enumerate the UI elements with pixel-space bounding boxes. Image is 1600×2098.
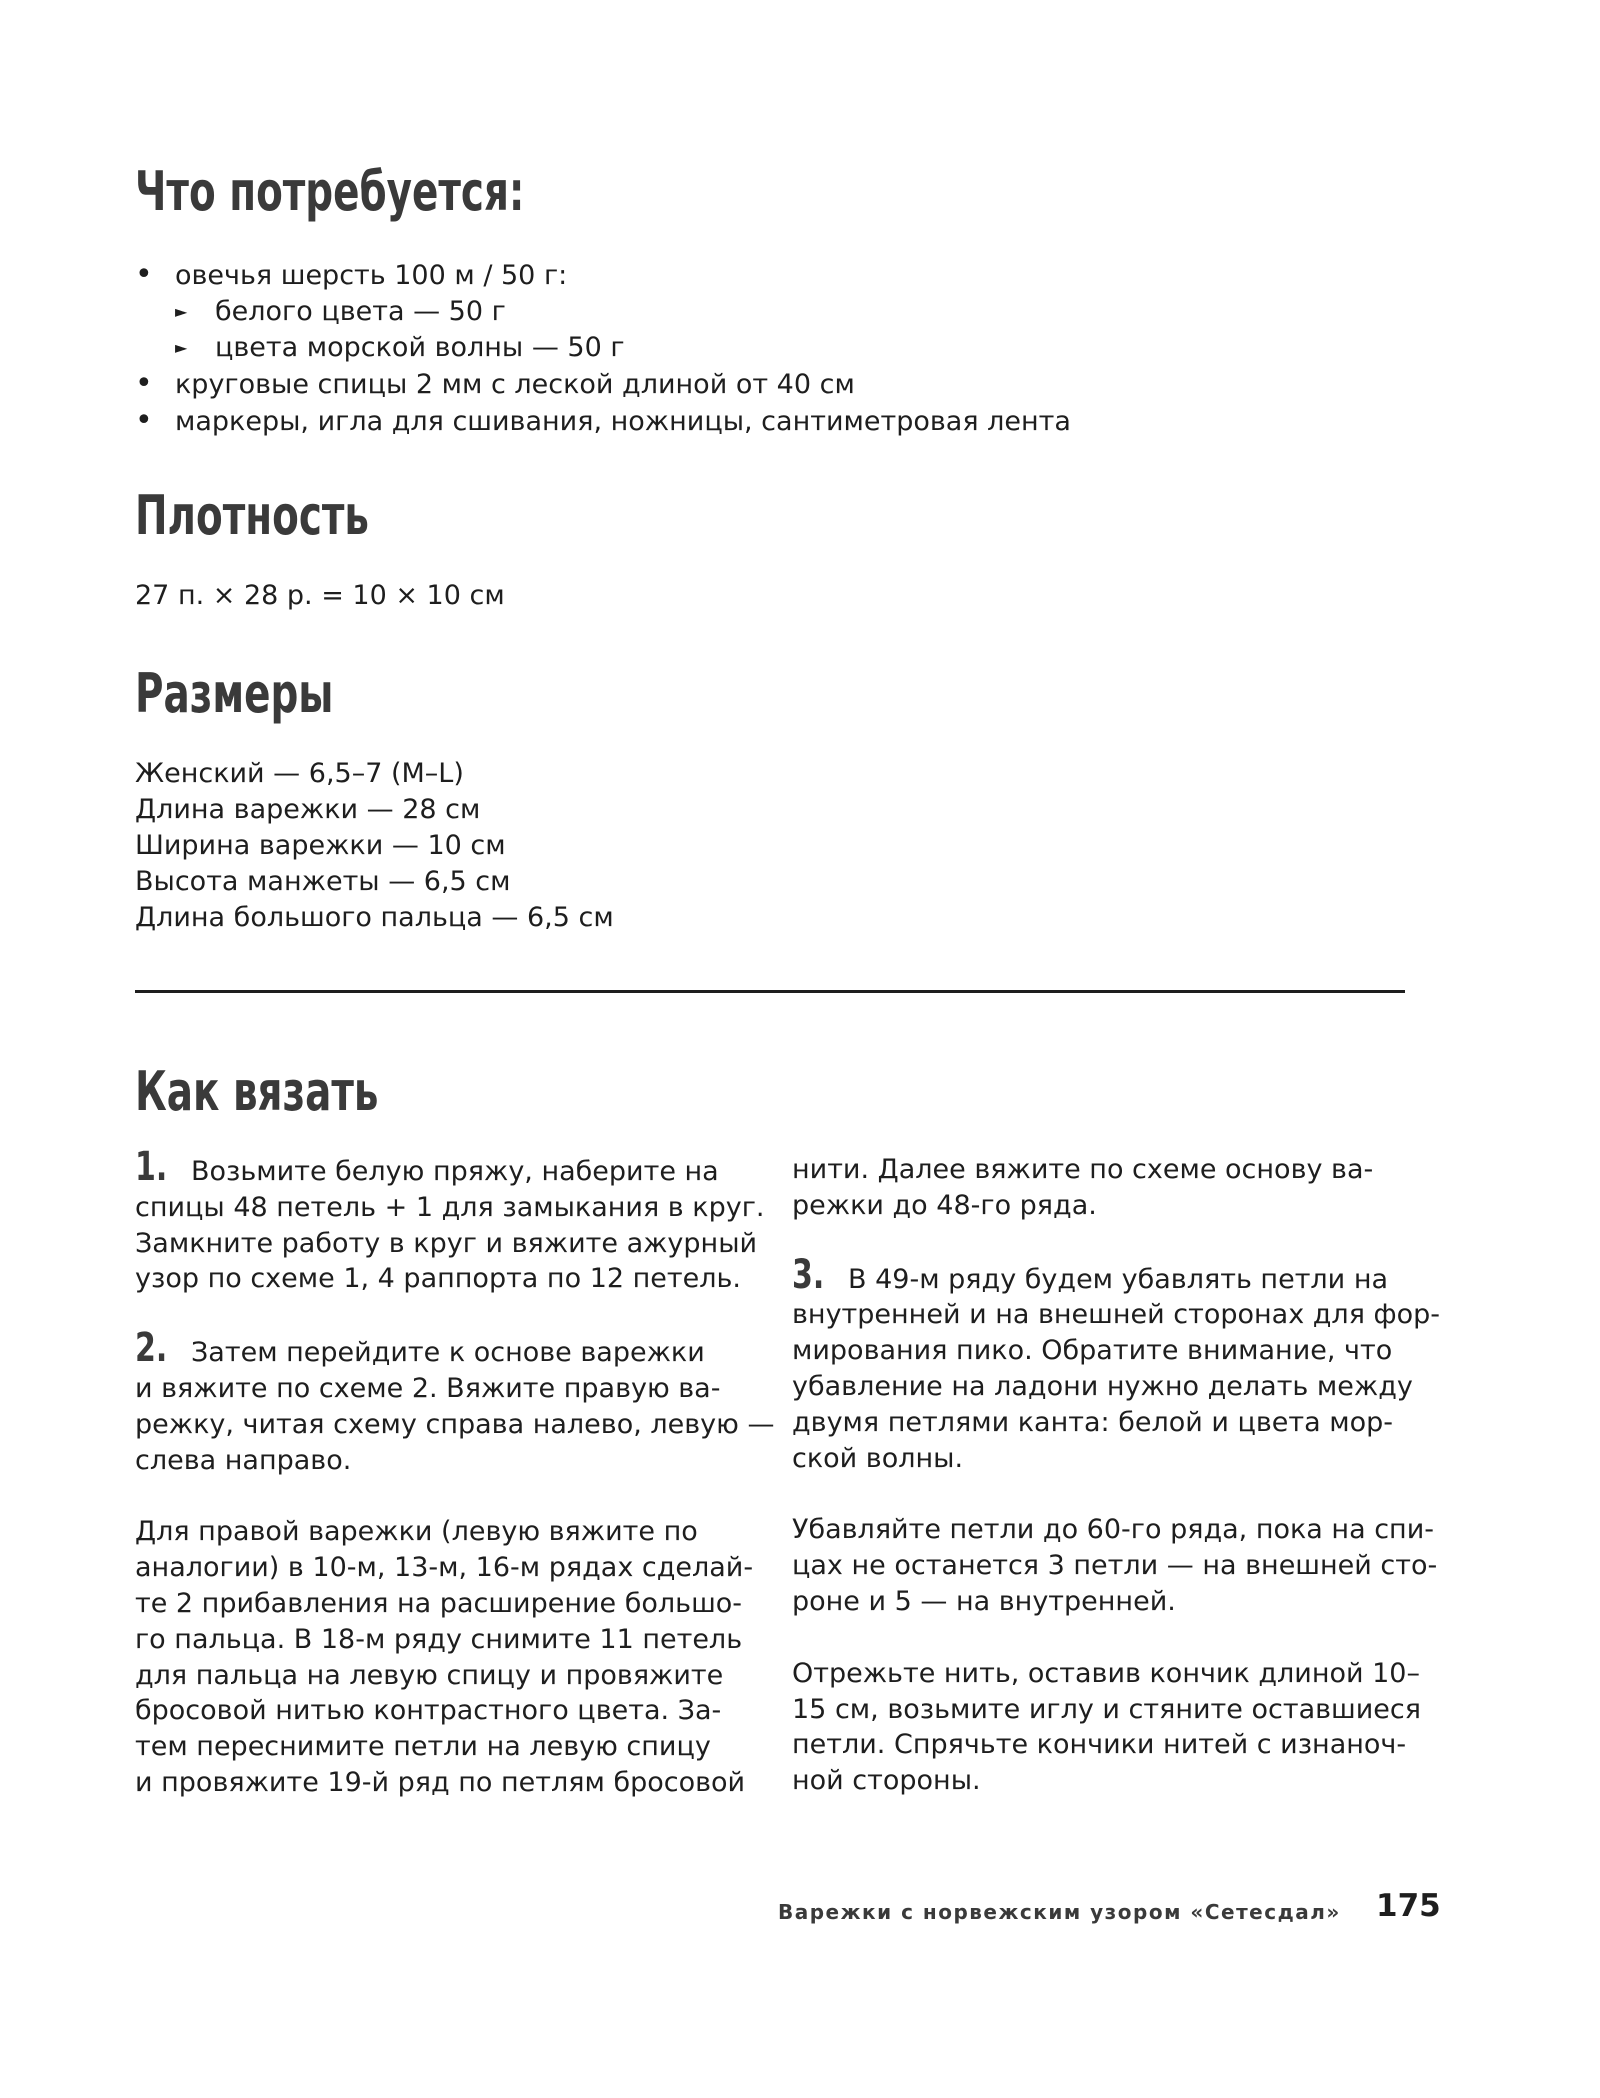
size-line: Длина большого пальца — 6,5 см (135, 902, 614, 933)
materials-list (135, 257, 1071, 440)
sub-list-item: ► цвета морской волны — 50 г (135, 330, 1071, 366)
list-item: • маркеры, игла для сшивания, ножницы, сантиметровая лента (135, 403, 1071, 438)
size-line: Женский — 6,5–7 (M–L) (135, 758, 464, 789)
page-number: 175 (1376, 1888, 1441, 1924)
paragraph-continue: нити. Далее вяжите по схеме основу ва- режки до 48-го ряда. (792, 1154, 1374, 1221)
materials-heading: Что потребуется: (135, 160, 525, 223)
running-footer-title: Варежки с норвежским узором «Сетесдал» (778, 1900, 1341, 1924)
gauge-text: 27 п. × 28 р. = 10 × 10 см (135, 580, 505, 611)
howto-heading: Как вязать (135, 1060, 379, 1123)
list-item: • овечья шерсть 100 м / 50 г: (135, 257, 568, 292)
step-number: 3. (792, 1251, 825, 1298)
sizes-list (135, 756, 614, 936)
paragraph-decrease: Убавляйте петли до 60-го ряда, пока на спи- цах не останется 3 петли — на внешней сто- роне и 5 — на внутренней. (792, 1514, 1438, 1617)
bullet-icon: • (135, 366, 153, 401)
gauge-heading: Плотность (135, 484, 370, 547)
step-2: 2. Затем перейдите к основе варежки и вяжите по схеме 2. Вяжите правую ва- режку, читая схему справа налево, левую — слева направо. (135, 1325, 775, 1476)
bullet-icon: • (135, 403, 153, 438)
step-1: 1. Возьмите белую пряжу, наберите на спицы 48 петель + 1 для замыкания в круг. Замкните работу в круг и вяжите ажурный узор по схеме 1, 4 раппорта по 12 петель. (135, 1144, 765, 1295)
list-item: • круговые спицы 2 мм с леской длиной от 40 см (135, 366, 855, 401)
step-3: 3. В 49-м ряду будем убавлять петли на внутренней и на внешней сторонах для фор- мирования пико. Обратите внимание, что убавление на ладони нужно делать между двумя петлями канта: белой и цвета мор- ской волны. (792, 1251, 1440, 1474)
bullet-icon: • (135, 257, 153, 292)
triangle-bullet-icon: ► (175, 302, 188, 321)
step-number: 1. (135, 1144, 168, 1190)
right-column (792, 1152, 1440, 1835)
left-column (135, 1144, 775, 1837)
size-line: Ширина варежки — 10 см (135, 830, 506, 861)
sizes-heading: Размеры (135, 662, 334, 725)
size-line: Длина варежки — 28 см (135, 794, 481, 825)
size-line: Высота манжеты — 6,5 см (135, 866, 511, 897)
paragraph-finish: Отрежьте нить, оставив кончик длиной 10– 15 см, возьмите иглу и стяните оставшиеся петли. Спрячьте кончики нитей с изнаноч- ной стороны. (792, 1657, 1421, 1797)
sub-list-item: ► белого цвета — 50 г (135, 294, 1071, 330)
triangle-bullet-icon: ► (175, 338, 188, 357)
paragraph-right-mitten: Для правой варежки (левую вяжите по аналогии) в 10-м, 13-м, 16-м рядах сделай- те 2 прибавления на расширение большо- го пальца. В 18-м ряду снимите 11 петель для пальца на левую спицу и провяжите бросовой нитью контрастного цвета. За- тем переснимите петли на левую спицу и провяжите 19-й ряд по петлям бросовой (135, 1516, 754, 1798)
section-divider (135, 990, 1405, 993)
step-number: 2. (135, 1325, 168, 1372)
